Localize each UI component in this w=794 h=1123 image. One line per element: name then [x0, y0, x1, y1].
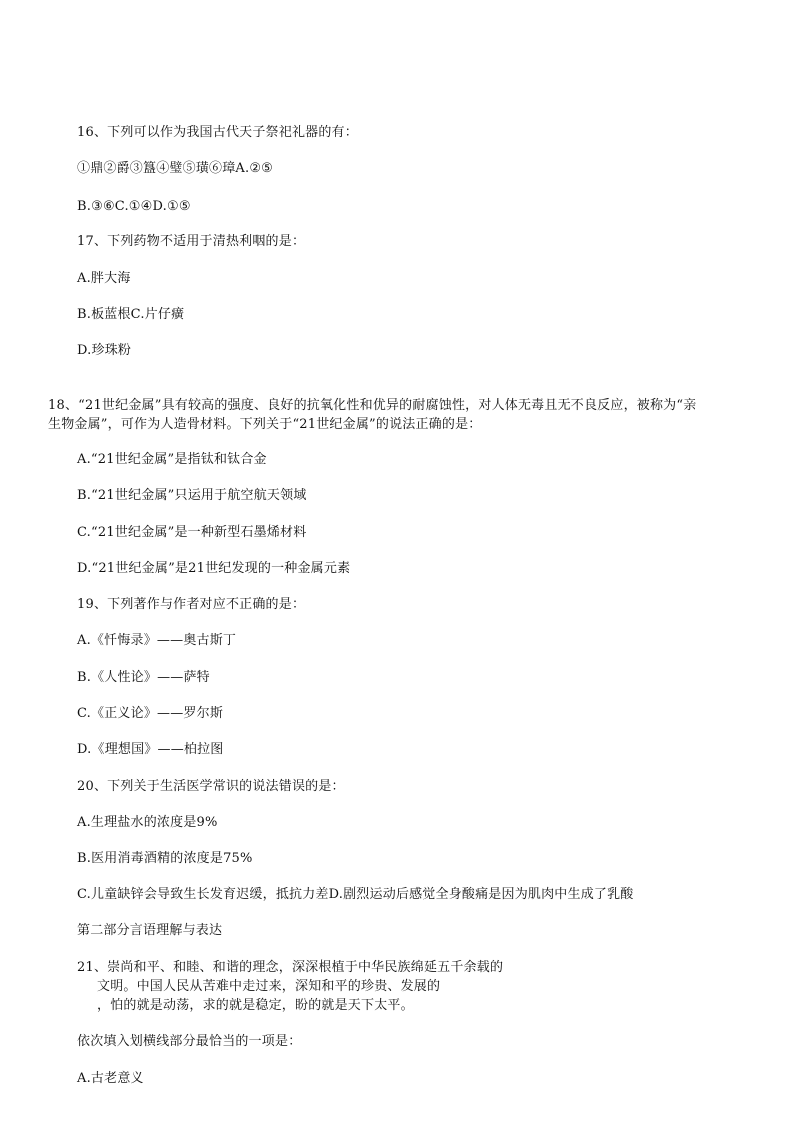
question-16-stem: 16、下列可以作为我国古代天子祭祀礼器的有： — [77, 125, 358, 140]
question-17-option-a: A.胖大海 — [77, 271, 131, 286]
question-20-stem: 20、下列关于生活医学常识的说法错误的是： — [77, 779, 345, 794]
question-20-option-cd: C.儿童缺锌会导致生长发育迟缓，抵抗力差D.剧烈运动后感觉全身酸痛是因为肌肉中生成了乳酸 — [77, 887, 634, 902]
question-21-prompt: 依次填入划横线部分最恰当的一项是： — [77, 1034, 302, 1049]
question-17-stem: 17、下列药物不适用于清热利咽的是： — [77, 234, 306, 249]
question-19-stem: 19、下列著作与作者对应不正确的是： — [77, 597, 306, 612]
question-18-stem-line-2: 生物金属”，可作为人造骨材料。下列关于“21世纪金属”的说法正确的是： — [48, 417, 482, 432]
question-21-stem-line-2: 文明。中国人民从苦难中走过来，深知和平的珍贵、发展的 — [97, 979, 441, 994]
question-20-option-a: A.生理盐水的浓度是9% — [77, 815, 218, 830]
question-17-option-bc: B.板蓝根C.片仔癀 — [77, 307, 185, 322]
question-18-option-d: D.“21世纪金属”是21世纪发现的一种金属元素 — [77, 561, 351, 576]
question-21-stem-line-3: ，怕的就是动荡，求的就是稳定，盼的就是天下太平。 — [97, 998, 414, 1013]
question-19-option-c: C.《正义论》——罗尔斯 — [77, 706, 224, 721]
question-18-option-b: B.“21世纪金属”只运用于航空航天领域 — [77, 488, 307, 503]
question-16-line-1: ①鼎②爵③簋④璧⑤璜⑥璋A.②⑤ — [77, 161, 274, 176]
question-19-option-d: D.《理想国》——柏拉图 — [77, 742, 224, 757]
question-19-option-a: A.《忏悔录》——奥古斯丁 — [77, 633, 237, 648]
question-18-option-c: C.“21世纪金属”是一种新型石墨烯材料 — [77, 525, 307, 540]
question-21-stem-line-1: 21、崇尚和平、和睦、和谐的理念，深深根植于中华民族绵延五千余载的 — [77, 960, 504, 975]
question-18-option-a: A.“21世纪金属”是指钛和钛合金 — [77, 452, 267, 467]
question-18-stem-line-1: 18、“21世纪金属”具有较高的强度、良好的抗氧化性和优异的耐腐蚀性，对人体无毒且无不良反应，被称为“亲 — [48, 398, 697, 413]
question-19-option-b: B.《人性论》——萨特 — [77, 670, 210, 685]
question-21-option-a: A.古老意义 — [77, 1071, 144, 1086]
question-20-option-b: B.医用消毒酒精的浓度是75% — [77, 851, 253, 866]
question-16-line-2: B.③⑥C.①④D.①⑤ — [77, 199, 191, 214]
section-heading: 第二部分言语理解与表达 — [77, 923, 223, 938]
question-17-option-d: D.珍珠粉 — [77, 343, 132, 358]
